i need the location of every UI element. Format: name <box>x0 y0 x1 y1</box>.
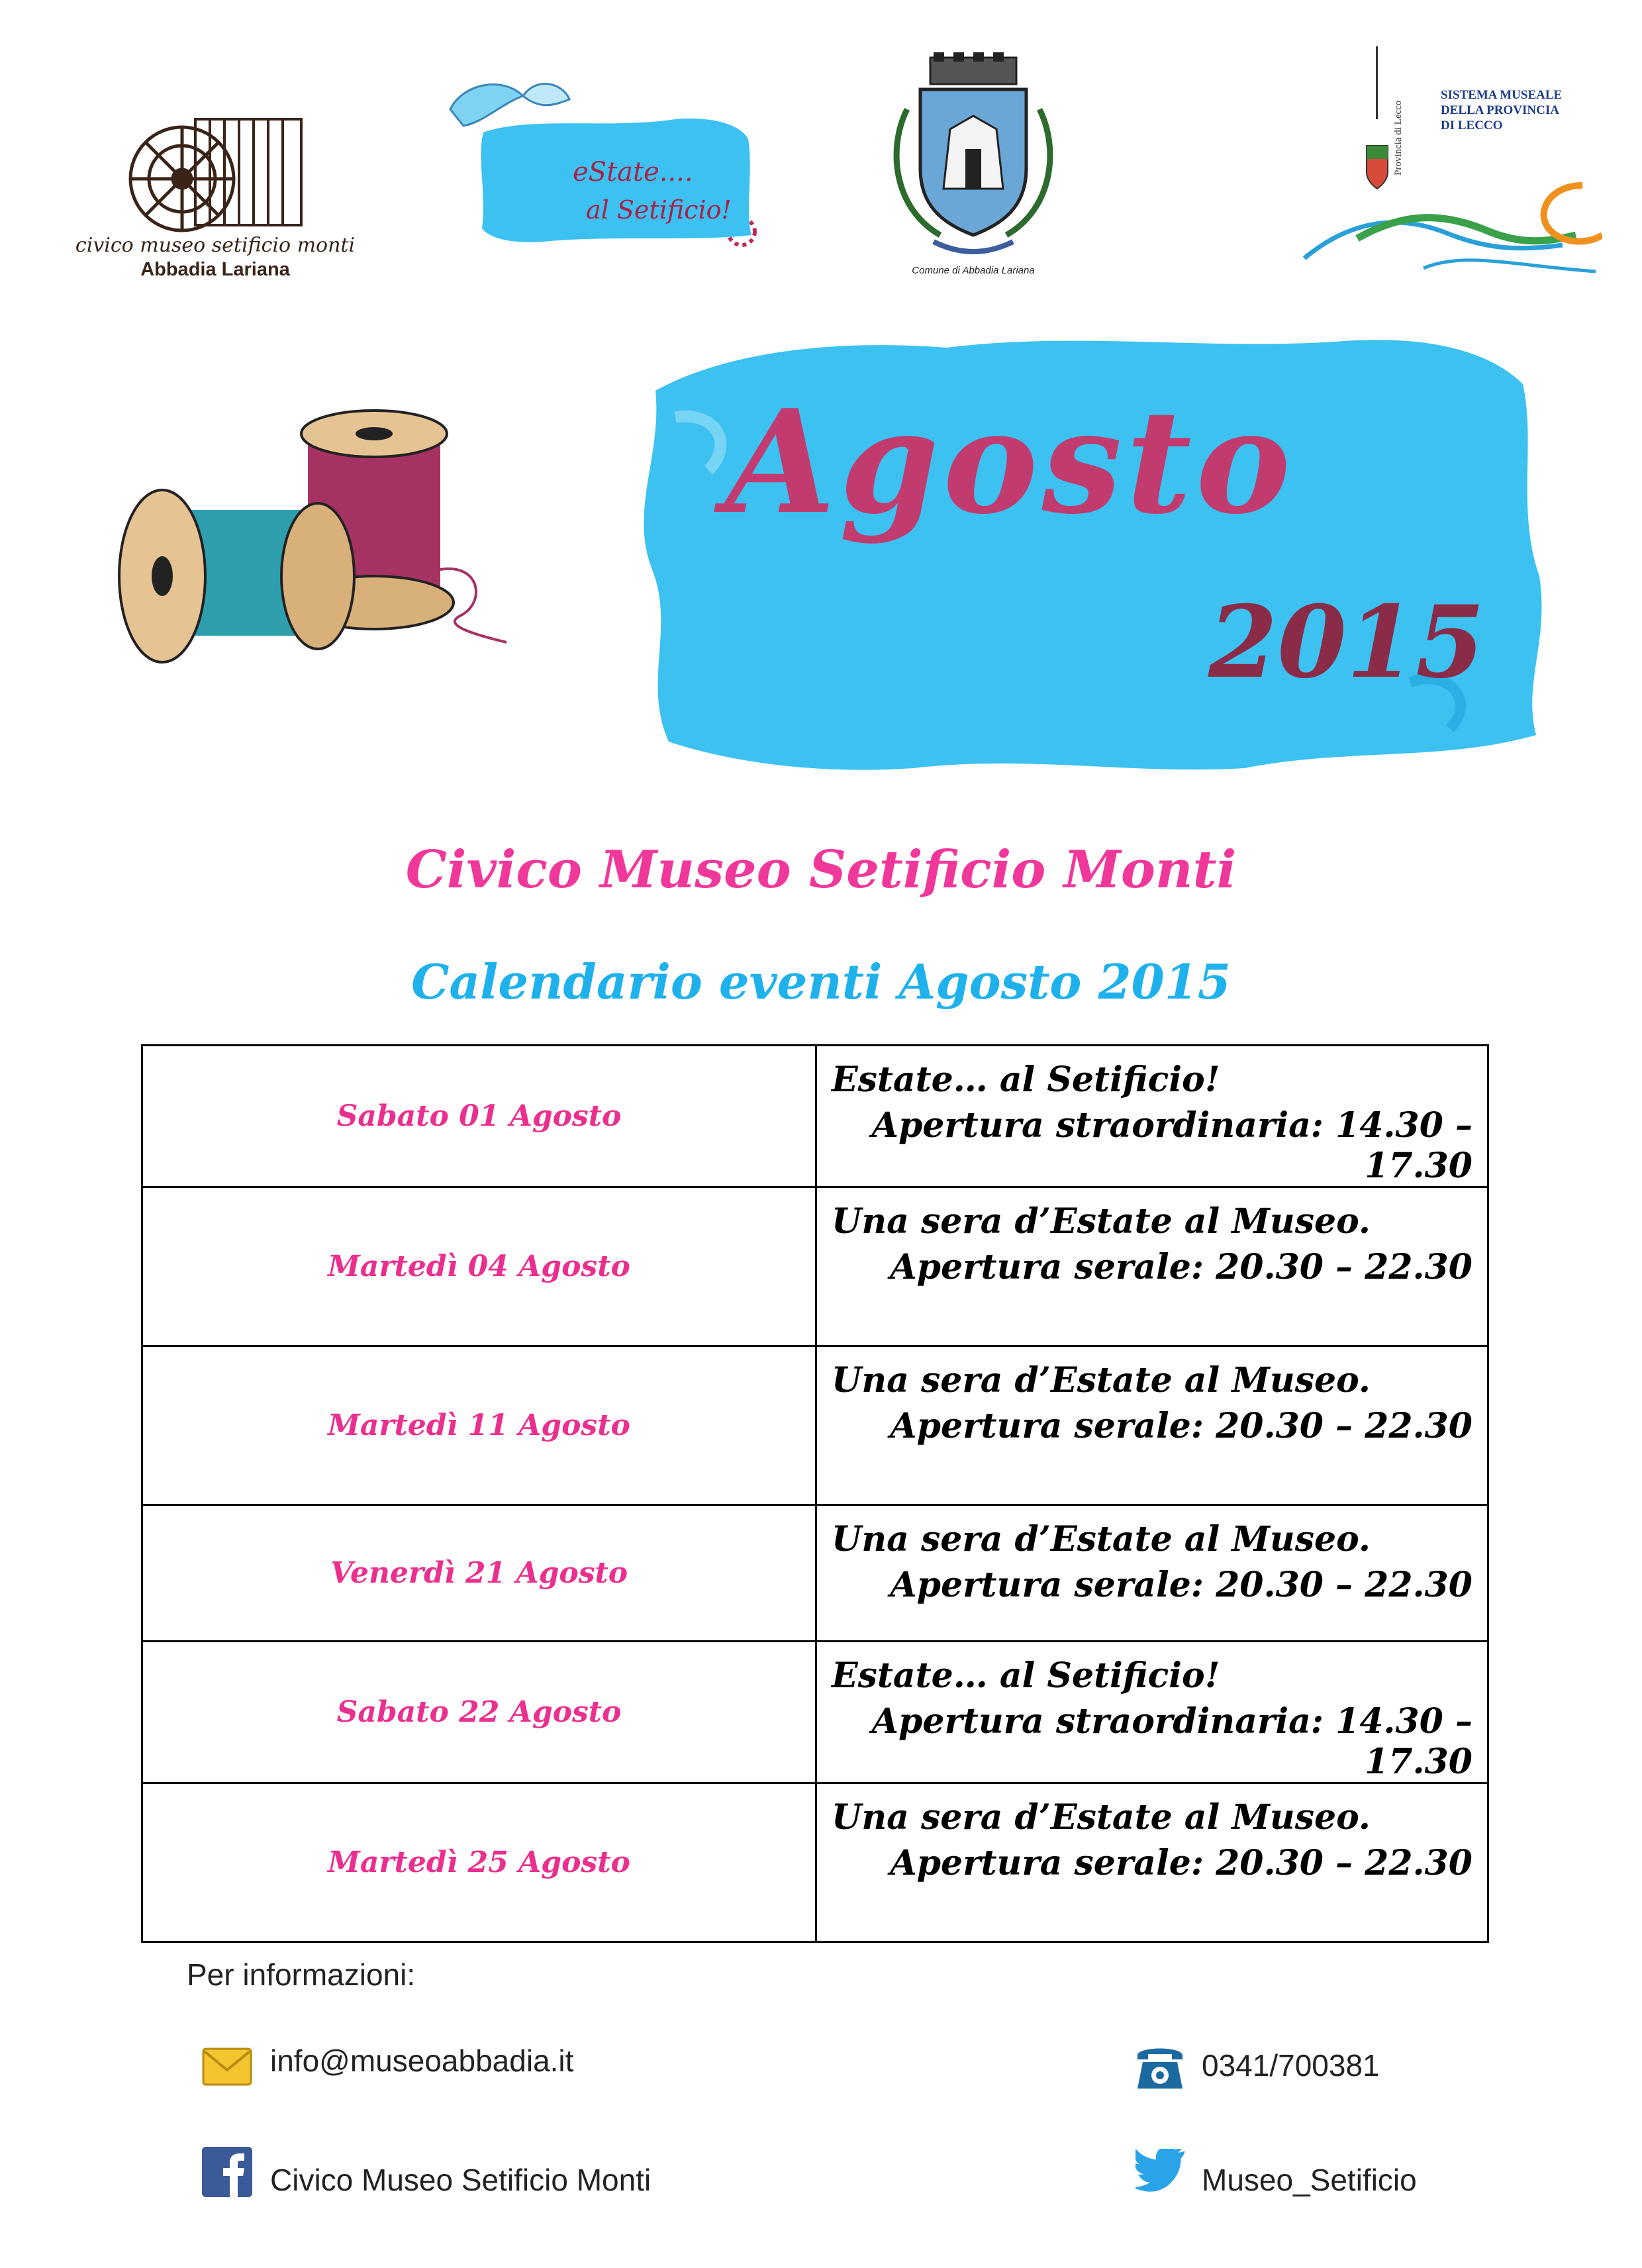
event-info <box>816 1783 1488 1942</box>
contacts-heading: Per informazioni: <box>187 1957 416 1992</box>
telephone-icon <box>1134 2040 1186 2093</box>
coat-of-arms-icon <box>867 50 1079 262</box>
table-row <box>142 1783 1488 1942</box>
sistema-line-3: DI LECCO <box>1441 119 1503 132</box>
table-row <box>142 1346 1488 1505</box>
phone-number: 0341/700381 <box>1202 2048 1380 2083</box>
provincia-vertical-label: Provincia di Lecco <box>1393 100 1404 175</box>
spool-icon <box>109 404 540 722</box>
event-info <box>816 1187 1488 1346</box>
email-link[interactable]: info@museoabbadia.it <box>270 2044 574 2078</box>
event-hours: Apertura serale: 20.30 – 22.30 <box>890 1406 1473 1446</box>
event-title: Estate… al Setificio! <box>832 1060 1220 1100</box>
event-info <box>816 1046 1488 1187</box>
event-title: Estate… al Setificio! <box>832 1655 1220 1696</box>
envelope-icon <box>202 2046 252 2087</box>
event-date: Martedì 11 Agosto <box>142 1346 816 1505</box>
provincia-crest-icon <box>1364 46 1390 192</box>
museo-logo-place: Abbadia Lariana <box>140 259 290 280</box>
table-row <box>142 1187 1488 1346</box>
events-table <box>141 1044 1489 1943</box>
event-date: Sabato 22 Agosto <box>142 1642 816 1783</box>
event-title: Una sera d’Estate al Museo. <box>832 1360 1371 1401</box>
event-date: Martedì 25 Agosto <box>142 1783 816 1942</box>
comune-caption: Comune di Abbadia Lariana <box>912 265 1035 276</box>
museo-logo <box>60 63 371 281</box>
table-row <box>142 1046 1488 1187</box>
event-date: Venerdì 21 Agosto <box>142 1505 816 1642</box>
event-title: Una sera d’Estate al Museo. <box>832 1797 1371 1838</box>
page-subtitle: Calendario eventi Agosto 2015 <box>411 954 1231 1010</box>
event-title: Una sera d’Estate al Museo. <box>832 1201 1371 1242</box>
sistema-line-1: SISTEMA MUSEALE <box>1441 88 1563 102</box>
event-date: Martedì 04 Agosto <box>142 1187 816 1346</box>
twitter-icon <box>1135 2149 1188 2195</box>
sistema-museale-label <box>1441 87 1562 133</box>
facebook-link[interactable]: Civico Museo Setificio Monti <box>270 2163 652 2197</box>
event-hours: Apertura serale: 20.30 – 22.30 <box>890 1843 1473 1883</box>
facebook-icon <box>202 2147 252 2197</box>
water-wheel-icon <box>122 116 308 235</box>
event-info <box>816 1346 1488 1505</box>
sistema-line-2: DELLA PROVINCIA <box>1441 103 1559 117</box>
lake-waves-icon <box>1291 172 1602 285</box>
page-title: Civico Museo Setificio Monti <box>405 840 1237 900</box>
event-info <box>816 1642 1488 1783</box>
twitter-link[interactable]: Museo_Setificio <box>1202 2163 1417 2197</box>
museo-logo-name: civico museo setificio monti <box>75 234 356 257</box>
table-row <box>142 1505 1488 1642</box>
event-hours: Apertura straordinaria: 14.30 – 17.30 <box>871 1105 1473 1186</box>
event-date: Sabato 01 Agosto <box>142 1046 816 1187</box>
comune-crest <box>867 50 1079 288</box>
provincia-logo <box>1291 46 1602 285</box>
thread-spools-illustration <box>109 404 540 724</box>
estate-logo <box>424 63 785 262</box>
header-year: 2015 <box>1208 584 1485 701</box>
table-row <box>142 1642 1488 1783</box>
event-title: Una sera d’Estate al Museo. <box>832 1519 1371 1559</box>
event-info <box>816 1505 1488 1642</box>
header-month: Agosto <box>725 378 1295 546</box>
event-hours: Apertura serale: 20.30 – 22.30 <box>890 1565 1473 1605</box>
event-hours: Apertura serale: 20.30 – 22.30 <box>890 1247 1473 1287</box>
estate-logo-line1: eState.... <box>573 157 693 187</box>
estate-logo-line2: al Setificio! <box>586 195 732 224</box>
event-hours: Apertura straordinaria: 14.30 – 17.30 <box>871 1701 1473 1782</box>
